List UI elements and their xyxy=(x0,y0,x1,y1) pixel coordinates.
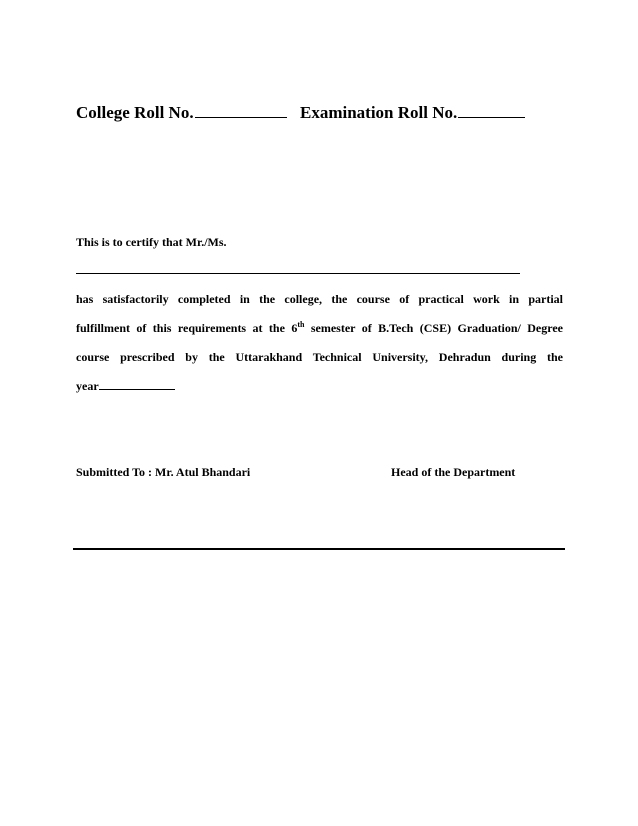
paragraph-line-1: has satisfactorily completed in the college, the course of practical work in partial xyxy=(76,292,563,306)
bottom-divider xyxy=(73,548,565,550)
exam-roll-line xyxy=(300,103,525,123)
college-roll-line xyxy=(76,103,287,123)
certify-intro: This is to certify that Mr./Ms. xyxy=(76,235,227,249)
paragraph-line-2 xyxy=(76,321,563,335)
exam-roll-label: Examination Roll No. xyxy=(300,103,458,122)
year-line xyxy=(76,378,175,394)
paragraph-line-2-end: semester of B.Tech (CSE) Graduation/ Degree xyxy=(304,321,563,335)
paragraph-line-2-start: fulfillment of this requirements at the 6 xyxy=(76,321,298,335)
college-roll-label: College Roll No. xyxy=(76,103,194,122)
exam-roll-blank xyxy=(458,103,525,118)
year-blank xyxy=(99,378,175,390)
name-blank-line xyxy=(76,273,520,274)
ordinal-suffix: th xyxy=(297,320,305,329)
submitted-to: Submitted To : Mr. Atul Bhandari xyxy=(76,465,251,479)
head-of-department: Head of the Department xyxy=(391,465,516,479)
college-roll-blank xyxy=(195,103,287,118)
paragraph-line-3: course prescribed by the Uttarakhand Technical University, Dehradun during the xyxy=(76,350,563,364)
year-label: year xyxy=(76,379,99,393)
